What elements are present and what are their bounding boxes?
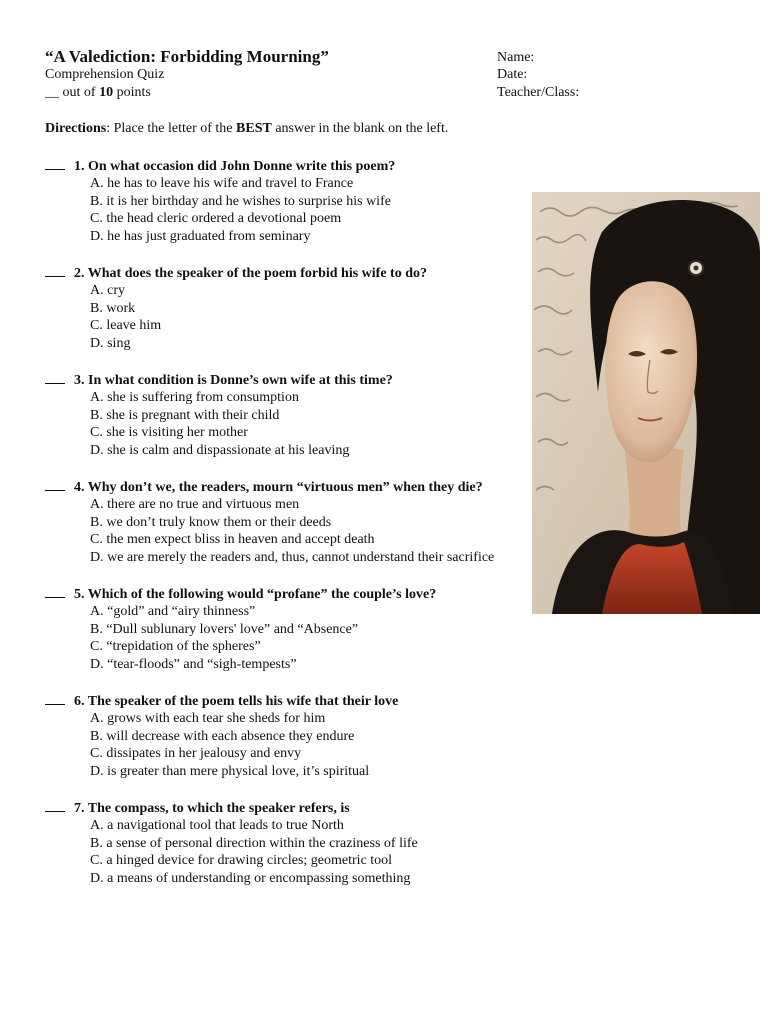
answer-blank-5[interactable] — [45, 585, 65, 598]
date-label: Date: — [497, 67, 528, 82]
option-c: C. “trepidation of the spheres” — [90, 639, 261, 655]
question-text: 3. In what condition is Donne’s own wife at this time? — [74, 373, 393, 388]
answer-blank-6[interactable] — [45, 692, 65, 705]
option-c: C. the head cleric ordered a devotional poem — [90, 211, 342, 227]
score-points: 10 — [99, 85, 114, 100]
option-d: D. sing — [90, 336, 131, 352]
directions-label: Directions — [45, 121, 107, 136]
option-b: B. “Dull sublunary lovers' love” and “Absence” — [90, 621, 359, 637]
question-4 — [45, 478, 494, 567]
option-a: A. there are no true and virtuous men — [90, 497, 300, 512]
question-5 — [45, 585, 436, 674]
option-a: A. he has to leave his wife and travel to France — [90, 176, 354, 191]
quiz-title: “A Valediction: Forbidding Mourning” — [45, 47, 329, 66]
option-d: D. “tear-floods” and “sigh-tempests” — [90, 657, 297, 673]
option-b: B. she is pregnant with their child — [90, 407, 280, 423]
answer-blank-3[interactable] — [45, 371, 65, 384]
option-c: C. she is visiting her mother — [90, 425, 248, 441]
question-3 — [45, 371, 393, 460]
quiz-subtitle: Comprehension Quiz — [45, 67, 165, 82]
question-text: 1. On what occasion did John Donne write this poem? — [74, 159, 396, 174]
directions-emphasis: BEST — [236, 121, 272, 136]
answer-blank-4[interactable] — [45, 478, 65, 491]
option-b: B. a sense of personal direction within the craziness of life — [90, 835, 418, 851]
option-b: B. will decrease with each absence they endure — [90, 728, 355, 744]
option-a: A. “gold” and “airy thinness” — [90, 604, 256, 619]
score-blank[interactable]: __ — [45, 85, 59, 100]
directions-text: : Place the letter of the — [106, 121, 237, 136]
option-d: D. is greater than mere physical love, it’s spiritual — [90, 764, 370, 780]
option-d: D. she is calm and dispassionate at his leaving — [90, 443, 350, 459]
option-d: D. we are merely the readers and, thus, cannot understand their sacrifice — [90, 550, 495, 566]
question-text: 2. What does the speaker of the poem forbid his wife to do? — [74, 266, 427, 281]
score-text: out of — [59, 85, 100, 100]
score-line — [45, 85, 151, 101]
name-label: Name: — [497, 50, 535, 65]
option-c: C. a hinged device for drawing circles; geometric tool — [90, 853, 393, 869]
question-2 — [45, 264, 427, 353]
question-text: 5. Which of the following would “profane” the couple’s love? — [74, 587, 437, 602]
answer-blank-2[interactable] — [45, 264, 65, 277]
option-c: C. the men expect bliss in heaven and accept death — [90, 532, 375, 548]
option-b: B. it is her birthday and he wishes to surprise his wife — [90, 193, 391, 209]
option-a: A. a navigational tool that leads to true North — [90, 818, 344, 833]
answer-blank-7[interactable] — [45, 799, 65, 812]
option-c: C. leave him — [90, 318, 162, 334]
option-a: A. she is suffering from consumption — [90, 390, 299, 405]
question-text: 4. Why don’t we, the readers, mourn “virtuous men” when they die? — [74, 480, 483, 495]
option-a: A. cry — [90, 283, 125, 298]
question-6 — [45, 692, 398, 781]
option-c: C. dissipates in her jealousy and envy — [90, 746, 302, 762]
answer-blank-1[interactable] — [45, 157, 65, 170]
score-text-end: points — [113, 85, 151, 100]
directions — [45, 121, 448, 137]
option-d: D. he has just graduated from seminary — [90, 229, 311, 245]
option-a: A. grows with each tear she sheds for him — [90, 711, 326, 726]
question-text: 7. The compass, to which the speaker refers, is — [74, 801, 350, 816]
question-1 — [45, 157, 395, 246]
directions-text-end: answer in the blank on the left. — [271, 121, 449, 136]
portrait-image — [532, 192, 760, 614]
teacher-class-label: Teacher/Class: — [497, 85, 580, 100]
option-d: D. a means of understanding or encompassing something — [90, 871, 411, 887]
option-b: B. work — [90, 300, 136, 316]
question-7 — [45, 799, 418, 888]
question-text: 6. The speaker of the poem tells his wife that their love — [74, 694, 399, 709]
option-b: B. we don’t truly know them or their deeds — [90, 514, 332, 530]
